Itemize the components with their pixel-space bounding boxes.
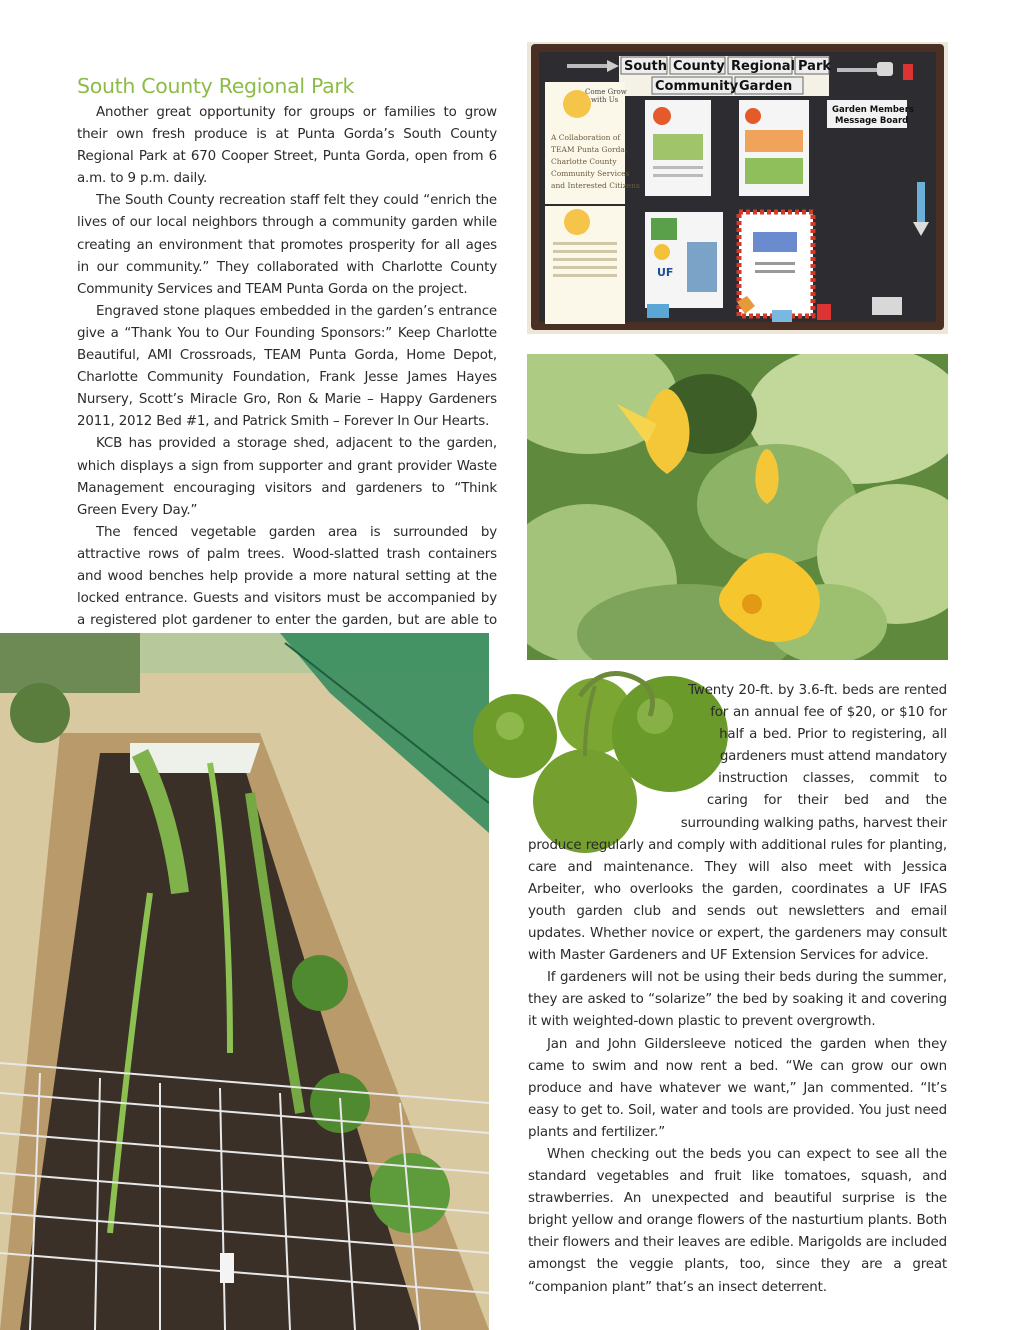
right-article-column bbox=[528, 680, 947, 1299]
paragraph: KCB has provided a storage shed, adjacent to the garden, which displays a sign from supporter and grant provider Waste Management encouraging visitors and gardeners to “Think Green Every Day.” bbox=[77, 436, 497, 518]
flyer-text: A Collaboration of bbox=[551, 133, 621, 142]
paragraph: When checking out the beds you can expect to see all the standard vegetables and fruit like tomatoes, squash, and strawberries. An unexpected and beautiful surprise is the bright yellow and orange flowers of the nasturtium plants. Both their flowers and their leaves are edible. Marigolds are included amongst the veggie plants, too, since they are a great “companion plant” that’s an insect deterrent. bbox=[528, 1146, 947, 1295]
flyer-text: TEAM Punta Gorda, bbox=[551, 145, 628, 154]
paragraph: Another great opportunity for groups or families to grow their own fresh produce is at Punta Gorda’s South County Regional Park at 670 Cooper Street, Punta Gorda, open from 6 a.m. to 9 p.m. daily. bbox=[77, 105, 497, 187]
paragraph: Engraved stone plaques embedded in the garden’s entrance give a “Thank You to Our Founding Sponsors:” Keep Charlotte Beautiful, AMI Crossroads, TEAM Punta Gorda, Home Depot, Charlotte Community Foundation, Frank Jesse James Hayes Nursery, Scott’s Miracle Gro, Ron & Marie – Happy Gardeners 2011, 2012 Bed #1, and Patrick Smith – Forever In Our Hearts. bbox=[77, 303, 497, 430]
sign-word: Community bbox=[655, 79, 739, 94]
sign-word: Regional bbox=[731, 59, 796, 74]
garden-beds-photo bbox=[0, 633, 489, 1330]
sign-word: South bbox=[624, 59, 668, 74]
flyer-text: UF bbox=[657, 266, 674, 279]
sign-word: Garden bbox=[739, 79, 793, 94]
paragraph: Jan and John Gildersleeve noticed the garden when they came to swim and now rent a bed. “We can grow our own produce and have whatever we want,” Jan commented. “It’s easy to get to. Soil, water and tools are provided. You just need plants and fertilizer.” bbox=[528, 1036, 947, 1140]
paragraph: The fenced vegetable garden area is surrounded by attractive rows of palm trees. Wood-slatted trash containers and wood benches help provide a more natural setting at the locked entrance. Guests and visitors must be accompanied by a registered plot gardener to enter the garden, but are able to bbox=[77, 524, 497, 629]
squash-blossom-photo bbox=[527, 354, 948, 660]
flyer-text: Charlotte County bbox=[551, 157, 617, 166]
left-article-column bbox=[77, 73, 497, 654]
message-board-photo bbox=[527, 42, 948, 334]
flyer-text: Come Grow bbox=[585, 88, 627, 96]
sign-word: County bbox=[673, 59, 725, 74]
flyer-text: Community Services bbox=[551, 169, 630, 178]
paragraph: Twenty 20-ft. by 3.6-ft. beds are rented for an annual fee of $20, or $10 for half a bed. Prior to registering, all gardeners must attend mandatory instruction classes, commit to caring for their bed and the surrounding walking paths, harvest their produce regularly and comply with additional rules for planting, care and maintenance. They will also meet with Jessica Arbeiter, who overlooks the garden, coordinates a UF IFAS youth garden club and sends out newsletters and email updates. Whether novice or expert, the gardeners may consult with Master Gardeners and UF Extension Services for advice. bbox=[528, 683, 947, 964]
members-sign-line1: Garden Members bbox=[832, 105, 914, 115]
paragraph: The South County recreation staff felt they could “enrich the lives of our local neighbors through a community garden while creating an environment that promotes prosperity for all ages in our community.” They collaborated with Charlotte County Community Services and TEAM Punta Gorda on the project. bbox=[77, 193, 497, 297]
paragraph: If gardeners will not be using their beds during the summer, they are asked to “solarize” the bed by soaking it and covering it with weighted-down plastic to prevent overgrowth. bbox=[528, 970, 947, 1030]
sign-word: Park bbox=[798, 59, 832, 74]
members-sign-line2: Message Board bbox=[835, 116, 909, 126]
section-title: South County Regional Park bbox=[77, 74, 355, 98]
flyer-text: and Interested Citizens bbox=[551, 181, 640, 190]
flyer-text: with Us bbox=[591, 96, 619, 104]
